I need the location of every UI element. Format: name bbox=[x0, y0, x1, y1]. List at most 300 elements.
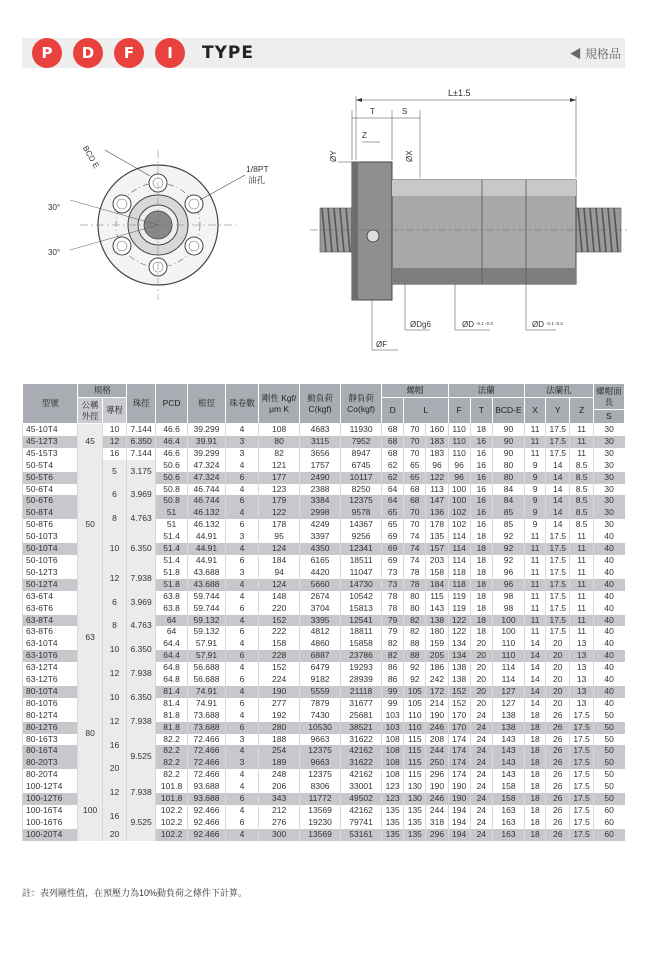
table-cell: 100 bbox=[492, 626, 524, 638]
table-cell: 68 bbox=[382, 424, 404, 436]
table-cell: 206 bbox=[259, 781, 300, 793]
table-cell: 18511 bbox=[341, 555, 382, 567]
table-cell: 5559 bbox=[300, 686, 341, 698]
table-cell: 7879 bbox=[300, 698, 341, 710]
table-cell: 14 bbox=[525, 662, 546, 674]
table-cell: 82.2 bbox=[156, 745, 188, 757]
model-cell: 80-16T4 bbox=[23, 745, 78, 757]
table-cell: 93.688 bbox=[188, 793, 226, 805]
x-label: ØX bbox=[405, 150, 414, 162]
table-cell: 127 bbox=[492, 698, 524, 710]
table-row bbox=[23, 531, 625, 543]
table-cell: 68 bbox=[382, 436, 404, 448]
table-cell: 46.744 bbox=[188, 484, 226, 496]
table-cell: 16 bbox=[470, 448, 492, 460]
table-cell: 11 bbox=[570, 591, 593, 603]
table-cell: 43.688 bbox=[188, 567, 226, 579]
col-y: Y bbox=[546, 398, 570, 424]
table-cell: 4 bbox=[225, 484, 258, 496]
table-cell: 17.5 bbox=[570, 817, 593, 829]
table-cell: 26 bbox=[546, 781, 570, 793]
ball-dia-cell: 6.350 bbox=[127, 638, 156, 662]
table-cell: 40 bbox=[593, 567, 624, 579]
table-cell: 60 bbox=[593, 805, 624, 817]
table-cell: 3395 bbox=[300, 615, 341, 627]
table-cell: 50.8 bbox=[156, 495, 188, 507]
table-cell: 18 bbox=[470, 424, 492, 436]
col-f: F bbox=[448, 398, 470, 424]
table-cell: 81.4 bbox=[156, 698, 188, 710]
table-cell: 6745 bbox=[341, 460, 382, 472]
table-cell: 183 bbox=[426, 436, 448, 448]
table-cell: 90 bbox=[492, 424, 524, 436]
table-cell: 184 bbox=[259, 555, 300, 567]
table-cell: 64 bbox=[382, 484, 404, 496]
table-cell: 8947 bbox=[341, 448, 382, 460]
spec-table bbox=[22, 383, 625, 841]
table-cell: 30 bbox=[593, 436, 624, 448]
table-cell: 26 bbox=[546, 805, 570, 817]
table-cell: 138 bbox=[426, 615, 448, 627]
table-cell: 72.466 bbox=[188, 757, 226, 769]
table-cell: 11 bbox=[525, 424, 546, 436]
col-l: L bbox=[404, 398, 448, 424]
oil-hole-size: 1/8PT bbox=[246, 164, 269, 174]
table-cell: 64.4 bbox=[156, 650, 188, 662]
table-cell: 6 bbox=[225, 674, 258, 686]
table-cell: 26 bbox=[546, 829, 570, 841]
table-cell: 11 bbox=[570, 543, 593, 555]
table-cell: 50 bbox=[593, 793, 624, 805]
table-cell: 178 bbox=[426, 519, 448, 531]
nominal-od-cell: 80 bbox=[78, 686, 102, 781]
lead-cell: 12 bbox=[102, 710, 126, 734]
table-cell: 11 bbox=[525, 543, 546, 555]
table-cell: 11 bbox=[570, 579, 593, 591]
lead-cell: 20 bbox=[102, 829, 126, 841]
table-cell: 18 bbox=[470, 603, 492, 615]
table-cell: 1757 bbox=[300, 460, 341, 472]
table-cell: 2998 bbox=[300, 507, 341, 519]
table-cell: 17.5 bbox=[570, 734, 593, 746]
table-cell: 20 bbox=[546, 650, 570, 662]
table-cell: 10117 bbox=[341, 472, 382, 484]
table-cell: 11 bbox=[525, 615, 546, 627]
table-cell: 110 bbox=[492, 650, 524, 662]
table-cell: 68 bbox=[404, 495, 426, 507]
back-link[interactable]: ◀ 規格品 bbox=[569, 47, 621, 61]
table-cell: 205 bbox=[426, 650, 448, 662]
table-cell: 170 bbox=[448, 722, 470, 734]
table-cell: 122 bbox=[448, 615, 470, 627]
dg6-label: ØDg6 bbox=[410, 320, 431, 329]
table-cell: 50 bbox=[593, 710, 624, 722]
table-cell: 143 bbox=[492, 769, 524, 781]
table-cell: 31622 bbox=[341, 757, 382, 769]
table-cell: 9182 bbox=[300, 674, 341, 686]
table-cell: 110 bbox=[448, 424, 470, 436]
model-cell: 80-12T6 bbox=[23, 722, 78, 734]
table-cell: 4249 bbox=[300, 519, 341, 531]
table-cell: 30 bbox=[593, 484, 624, 496]
table-cell: 11 bbox=[570, 436, 593, 448]
table-cell: 16 bbox=[470, 519, 492, 531]
nominal-od-cell: 100 bbox=[78, 781, 102, 841]
table-cell: 12375 bbox=[300, 769, 341, 781]
table-cell: 296 bbox=[426, 769, 448, 781]
table-cell: 4 bbox=[225, 829, 258, 841]
table-cell: 18 bbox=[470, 626, 492, 638]
table-cell: 21118 bbox=[341, 686, 382, 698]
table-row bbox=[23, 829, 625, 841]
nominal-od-cell: 63 bbox=[78, 591, 102, 686]
table-cell: 122 bbox=[426, 472, 448, 484]
table-cell: 82.2 bbox=[156, 757, 188, 769]
table-cell: 26 bbox=[546, 757, 570, 769]
table-cell: 80 bbox=[404, 591, 426, 603]
lead-cell: 8 bbox=[102, 615, 126, 639]
table-cell: 24 bbox=[470, 781, 492, 793]
table-cell: 4 bbox=[225, 686, 258, 698]
table-cell: 8.5 bbox=[570, 472, 593, 484]
table-cell: 143 bbox=[492, 757, 524, 769]
col-x: X bbox=[525, 398, 546, 424]
table-cell: 4812 bbox=[300, 626, 341, 638]
table-cell: 102 bbox=[448, 507, 470, 519]
table-cell: 26 bbox=[546, 769, 570, 781]
model-cell: 80-10T6 bbox=[23, 698, 78, 710]
table-cell: 136 bbox=[426, 507, 448, 519]
model-cell: 80-10T4 bbox=[23, 686, 78, 698]
table-cell: 124 bbox=[259, 543, 300, 555]
table-cell: 73 bbox=[382, 567, 404, 579]
table-cell: 184 bbox=[426, 579, 448, 591]
table-cell: 135 bbox=[382, 817, 404, 829]
table-cell: 17.5 bbox=[570, 829, 593, 841]
table-cell: 115 bbox=[426, 591, 448, 603]
table-cell: 11 bbox=[570, 555, 593, 567]
table-cell: 62 bbox=[382, 460, 404, 472]
table-cell: 99 bbox=[382, 698, 404, 710]
table-cell: 31622 bbox=[341, 734, 382, 746]
table-cell: 11 bbox=[570, 626, 593, 638]
table-cell: 59.744 bbox=[188, 591, 226, 603]
table-cell: 72.466 bbox=[188, 769, 226, 781]
table-cell: 3 bbox=[225, 757, 258, 769]
model-cell: 63-10T4 bbox=[23, 638, 78, 650]
table-cell: 24 bbox=[470, 817, 492, 829]
table-cell: 3 bbox=[225, 448, 258, 460]
model-cell: 50-10T4 bbox=[23, 543, 78, 555]
table-row bbox=[23, 662, 625, 674]
table-cell: 2674 bbox=[300, 591, 341, 603]
table-cell: 50.6 bbox=[156, 460, 188, 472]
table-cell: 102.2 bbox=[156, 817, 188, 829]
table-cell: 134 bbox=[448, 650, 470, 662]
table-cell: 50 bbox=[593, 734, 624, 746]
ball-dia-cell: 6.350 bbox=[127, 436, 156, 448]
table-cell: 6887 bbox=[300, 650, 341, 662]
ball-dia-cell: 3.969 bbox=[127, 591, 156, 615]
table-cell: 93.688 bbox=[188, 781, 226, 793]
table-cell: 10530 bbox=[300, 722, 341, 734]
table-cell: 16 bbox=[470, 495, 492, 507]
ball-dia-cell: 4.763 bbox=[127, 507, 156, 531]
table-cell: 108 bbox=[382, 769, 404, 781]
angle-top-label: 30° bbox=[48, 203, 61, 212]
table-cell: 64.8 bbox=[156, 674, 188, 686]
table-cell: 163 bbox=[492, 817, 524, 829]
table-cell: 3384 bbox=[300, 495, 341, 507]
col-d: D bbox=[382, 398, 404, 424]
table-cell: 110 bbox=[448, 448, 470, 460]
lead-cell: 16 bbox=[102, 448, 126, 460]
table-cell: 81.8 bbox=[156, 722, 188, 734]
table-cell: 20 bbox=[470, 686, 492, 698]
table-cell: 9 bbox=[525, 507, 546, 519]
table-cell: 177 bbox=[259, 472, 300, 484]
table-cell: 16 bbox=[470, 507, 492, 519]
d1-label: ØD bbox=[462, 320, 474, 329]
table-cell: 20 bbox=[470, 650, 492, 662]
table-cell: 17.5 bbox=[546, 591, 570, 603]
table-cell: 14 bbox=[546, 507, 570, 519]
table-cell: 20 bbox=[470, 662, 492, 674]
table-cell: 17.5 bbox=[546, 448, 570, 460]
nut-side-view bbox=[310, 88, 630, 350]
table-cell: 214 bbox=[426, 698, 448, 710]
model-cell: 50-5T6 bbox=[23, 472, 78, 484]
table-cell: 40 bbox=[593, 698, 624, 710]
table-cell: 28939 bbox=[341, 674, 382, 686]
table-cell: 18 bbox=[525, 805, 546, 817]
table-cell: 14 bbox=[546, 472, 570, 484]
table-cell: 92 bbox=[492, 543, 524, 555]
table-cell: 4 bbox=[225, 662, 258, 674]
table-cell: 51.4 bbox=[156, 531, 188, 543]
table-cell: 4 bbox=[225, 615, 258, 627]
table-cell: 174 bbox=[448, 769, 470, 781]
table-row bbox=[23, 781, 625, 793]
table-cell: 105 bbox=[404, 698, 426, 710]
table-cell: 18 bbox=[525, 793, 546, 805]
table-cell: 65 bbox=[404, 472, 426, 484]
table-cell: 9578 bbox=[341, 507, 382, 519]
model-cell: 45-12T3 bbox=[23, 436, 78, 448]
model-cell: 63-12T6 bbox=[23, 674, 78, 686]
table-cell: 19230 bbox=[300, 817, 341, 829]
table-cell: 152 bbox=[259, 615, 300, 627]
table-cell: 148 bbox=[259, 591, 300, 603]
table-cell: 108 bbox=[382, 734, 404, 746]
table-cell: 11 bbox=[525, 591, 546, 603]
table-cell: 3 bbox=[225, 734, 258, 746]
model-cell: 100-12T4 bbox=[23, 781, 78, 793]
model-cell: 45-10T4 bbox=[23, 424, 78, 436]
table-cell: 38521 bbox=[341, 722, 382, 734]
table-cell: 280 bbox=[259, 722, 300, 734]
table-cell: 6 bbox=[225, 519, 258, 531]
table-cell: 17.5 bbox=[570, 781, 593, 793]
table-cell: 220 bbox=[259, 603, 300, 615]
table-cell: 65 bbox=[404, 460, 426, 472]
table-cell: 114 bbox=[492, 674, 524, 686]
table-cell: 174 bbox=[448, 734, 470, 746]
table-cell: 118 bbox=[448, 579, 470, 591]
table-cell: 6 bbox=[225, 555, 258, 567]
table-cell: 208 bbox=[426, 734, 448, 746]
table-cell: 11 bbox=[570, 448, 593, 460]
table-cell: 13569 bbox=[300, 805, 341, 817]
table-cell: 62 bbox=[382, 472, 404, 484]
model-cell: 100-20T4 bbox=[23, 829, 78, 841]
table-cell: 14 bbox=[525, 686, 546, 698]
bcd-label: BCD E bbox=[80, 144, 101, 170]
table-cell: 9 bbox=[525, 484, 546, 496]
model-cell: 50-12T4 bbox=[23, 579, 78, 591]
table-cell: 6 bbox=[225, 472, 258, 484]
table-cell: 190 bbox=[426, 781, 448, 793]
table-cell: 98 bbox=[492, 591, 524, 603]
table-cell: 20 bbox=[546, 686, 570, 698]
badge-p: P bbox=[32, 38, 62, 68]
table-cell: 56.688 bbox=[188, 662, 226, 674]
table-cell: 228 bbox=[259, 650, 300, 662]
badge-i: I bbox=[155, 38, 185, 68]
table-cell: 163 bbox=[492, 829, 524, 841]
table-cell: 69 bbox=[382, 543, 404, 555]
col-ball-dia: 珠徑 bbox=[127, 384, 156, 424]
table-cell: 180 bbox=[426, 626, 448, 638]
lead-cell: 6 bbox=[102, 484, 126, 508]
table-cell: 14 bbox=[525, 698, 546, 710]
table-cell: 26 bbox=[546, 817, 570, 829]
table-cell: 6165 bbox=[300, 555, 341, 567]
table-cell: 3115 bbox=[300, 436, 341, 448]
table-cell: 11 bbox=[570, 603, 593, 615]
model-cell: 80-16T3 bbox=[23, 734, 78, 746]
col-flange-hole: 法蘭孔 bbox=[525, 384, 594, 398]
table-cell: 70 bbox=[404, 424, 426, 436]
table-cell: 82.2 bbox=[156, 769, 188, 781]
table-cell: 82 bbox=[382, 638, 404, 650]
table-row bbox=[23, 591, 625, 603]
table-cell: 70 bbox=[404, 448, 426, 460]
table-cell: 24 bbox=[470, 710, 492, 722]
table-cell: 92 bbox=[404, 662, 426, 674]
table-cell: 13 bbox=[570, 650, 593, 662]
table-cell: 194 bbox=[448, 817, 470, 829]
table-cell: 80 bbox=[492, 460, 524, 472]
table-cell: 39.91 bbox=[188, 436, 226, 448]
table-cell: 13 bbox=[570, 638, 593, 650]
table-cell: 94 bbox=[259, 567, 300, 579]
col-dynamic-load: 動負荷 C(kgf) bbox=[300, 384, 341, 424]
badge-d: D bbox=[73, 38, 103, 68]
table-cell: 143 bbox=[492, 734, 524, 746]
table-cell: 46.132 bbox=[188, 507, 226, 519]
table-cell: 46.744 bbox=[188, 495, 226, 507]
table-cell: 40 bbox=[593, 615, 624, 627]
table-cell: 152 bbox=[259, 662, 300, 674]
model-cell: 63-12T4 bbox=[23, 662, 78, 674]
table-cell: 296 bbox=[426, 829, 448, 841]
table-cell: 46.6 bbox=[156, 424, 188, 436]
table-cell: 69 bbox=[382, 555, 404, 567]
table-cell: 6 bbox=[225, 495, 258, 507]
table-cell: 114 bbox=[492, 662, 524, 674]
table-cell: 174 bbox=[448, 745, 470, 757]
table-cell: 51 bbox=[156, 507, 188, 519]
model-cell: 63-6T6 bbox=[23, 603, 78, 615]
table-cell: 84 bbox=[492, 495, 524, 507]
lead-cell: 20 bbox=[102, 757, 126, 781]
table-cell: 6479 bbox=[300, 662, 341, 674]
table-cell: 50 bbox=[593, 769, 624, 781]
table-cell: 9256 bbox=[341, 531, 382, 543]
table-cell: 30 bbox=[593, 424, 624, 436]
table-cell: 178 bbox=[259, 519, 300, 531]
table-cell: 47.324 bbox=[188, 472, 226, 484]
table-cell: 101.8 bbox=[156, 793, 188, 805]
table-cell: 108 bbox=[382, 757, 404, 769]
table-cell: 12375 bbox=[341, 495, 382, 507]
table-cell: 190 bbox=[259, 686, 300, 698]
table-cell: 7430 bbox=[300, 710, 341, 722]
table-cell: 12541 bbox=[341, 615, 382, 627]
table-cell: 4 bbox=[225, 591, 258, 603]
table-cell: 24 bbox=[470, 793, 492, 805]
col-s: S bbox=[593, 410, 624, 424]
table-cell: 78 bbox=[404, 579, 426, 591]
table-cell: 69 bbox=[382, 531, 404, 543]
table-cell: 4 bbox=[225, 424, 258, 436]
table-cell: 78 bbox=[404, 567, 426, 579]
ball-dia-cell: 7.938 bbox=[127, 710, 156, 734]
table-cell: 44.91 bbox=[188, 543, 226, 555]
table-cell: 72.466 bbox=[188, 734, 226, 746]
table-cell: 8.5 bbox=[570, 507, 593, 519]
ball-dia-cell: 9.525 bbox=[127, 805, 156, 841]
table-cell: 17.5 bbox=[546, 424, 570, 436]
table-cell: 59.132 bbox=[188, 626, 226, 638]
table-row bbox=[23, 805, 625, 817]
table-cell: 6 bbox=[225, 698, 258, 710]
table-cell: 65 bbox=[382, 507, 404, 519]
table-cell: 4350 bbox=[300, 543, 341, 555]
ball-dia-cell: 4.763 bbox=[127, 615, 156, 639]
table-cell: 13569 bbox=[300, 829, 341, 841]
table-cell: 50 bbox=[593, 722, 624, 734]
table-cell: 4 bbox=[225, 579, 258, 591]
table-cell: 7952 bbox=[341, 436, 382, 448]
table-cell: 4 bbox=[225, 805, 258, 817]
table-cell: 85 bbox=[492, 507, 524, 519]
table-cell: 64 bbox=[156, 615, 188, 627]
table-cell: 20 bbox=[470, 674, 492, 686]
table-row bbox=[23, 507, 625, 519]
table-cell: 96 bbox=[448, 472, 470, 484]
table-cell: 80 bbox=[404, 603, 426, 615]
table-cell: 18 bbox=[525, 745, 546, 757]
table-cell: 50.8 bbox=[156, 484, 188, 496]
col-thread-length: 螺帽面長 bbox=[593, 384, 624, 410]
table-cell: 101.8 bbox=[156, 781, 188, 793]
table-cell: 70 bbox=[404, 436, 426, 448]
table-cell: 74 bbox=[404, 543, 426, 555]
table-cell: 30 bbox=[593, 472, 624, 484]
table-cell: 92.466 bbox=[188, 817, 226, 829]
